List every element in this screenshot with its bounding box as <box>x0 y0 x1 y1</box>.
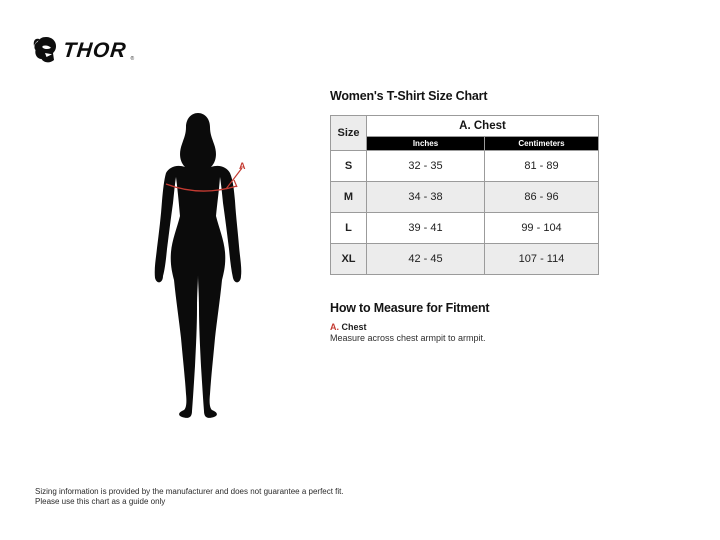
inches-cell: 32 - 35 <box>367 151 485 182</box>
annotation-label-a: A <box>239 161 246 171</box>
size-table <box>330 115 599 275</box>
female-silhouette <box>155 113 242 418</box>
disclaimer <box>35 487 344 507</box>
cm-cell: 86 - 96 <box>485 182 599 213</box>
measure-description: Measure across chest armpit to armpit. <box>330 333 486 343</box>
brand-wordmark: THOR <box>61 38 128 62</box>
table-row <box>331 244 599 275</box>
table-header-chest: A. Chest <box>367 116 599 137</box>
thor-logo-icon <box>33 36 59 64</box>
inches-cell: 42 - 45 <box>367 244 485 275</box>
table-row <box>331 151 599 182</box>
measure-item-label <box>330 322 367 332</box>
cm-cell: 81 - 89 <box>485 151 599 182</box>
size-cell: S <box>331 151 367 182</box>
measure-letter: A. <box>330 322 339 332</box>
size-cell: L <box>331 213 367 244</box>
subheader-inches: Inches <box>367 137 485 151</box>
inches-cell: 34 - 38 <box>367 182 485 213</box>
disclaimer-line-1: Sizing information is provided by the manufacturer and does not guarantee a perfect fit. <box>35 487 344 496</box>
cm-cell: 99 - 104 <box>485 213 599 244</box>
subheader-centimeters: Centimeters <box>485 137 599 151</box>
table-row <box>331 213 599 244</box>
size-cell: XL <box>331 244 367 275</box>
inches-cell: 39 - 41 <box>367 213 485 244</box>
cm-cell: 107 - 114 <box>485 244 599 275</box>
table-row <box>331 182 599 213</box>
measure-name: Chest <box>341 322 367 332</box>
disclaimer-line-2: Please use this chart as a guide only <box>35 497 166 506</box>
size-chart-title: Women's T-Shirt Size Chart <box>330 89 488 103</box>
table-header-size: Size <box>331 116 367 151</box>
measure-section-title: How to Measure for Fitment <box>330 301 490 315</box>
trademark-symbol: ® <box>130 56 135 62</box>
measurement-figure <box>138 111 258 421</box>
size-cell: M <box>331 182 367 213</box>
thor-logo <box>33 36 134 64</box>
